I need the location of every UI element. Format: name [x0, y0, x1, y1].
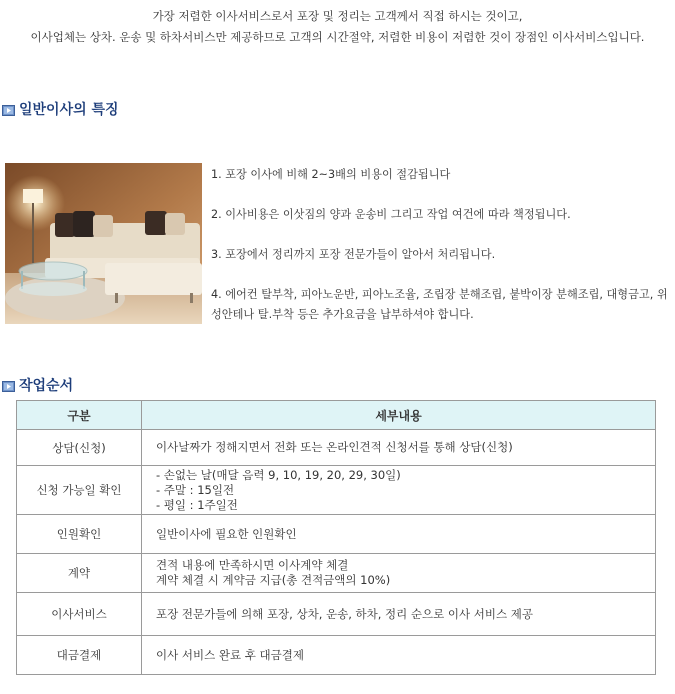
bullet-arrow-icon — [2, 380, 15, 391]
table-row — [17, 515, 656, 554]
feature-item-2: 2. 이사비용은 이삿짐의 양과 운송비 그리고 작업 여건에 따라 책정됩니다. — [211, 208, 571, 221]
features-list — [211, 165, 673, 345]
feature-item-3: 3. 포장에서 정리까지 포장 전문가들이 알아서 처리됩니다. — [211, 248, 496, 261]
row-detail-line: 일반이사에 필요한 인원확인 — [156, 526, 297, 541]
living-room-photo — [5, 163, 202, 324]
intro-line-1: 가장 저렴한 이사서비스로서 포장 및 정리는 고객께서 직접 하시는 것이고, — [152, 9, 523, 23]
intro-text — [0, 6, 675, 48]
process-section-title — [2, 375, 73, 395]
row-detail-line: - 주말 : 15일전 — [156, 482, 235, 497]
table-row — [17, 593, 656, 636]
row-details — [142, 636, 656, 675]
header-details: 세부내용 — [142, 401, 656, 430]
row-detail-line: - 평일 : 1주일전 — [156, 497, 238, 512]
row-detail-line: - 손없는 날(매달 음력 9, 10, 19, 20, 29, 30일) — [156, 467, 401, 482]
row-category: 이사서비스 — [17, 593, 142, 636]
row-category: 인원확인 — [17, 515, 142, 554]
header-category: 구분 — [17, 401, 142, 430]
row-detail-line: 포장 전문가들에 의해 포장, 상차, 운송, 하차, 정리 순으로 이사 서비스 제공 — [156, 606, 533, 621]
feature-item-4: 4. 에어컨 탈부착, 피아노운반, 피아노조율, 조립장 분해조립, 붙박이장 분해조립, 대형금고, 위성안테나 탈.부착 등은 추가요금을 납부하셔야 합니다. — [211, 288, 668, 321]
row-detail-line: 이사 서비스 완료 후 대금결제 — [156, 647, 304, 662]
row-details — [142, 515, 656, 554]
feature-item-1: 1. 포장 이사에 비해 2~3배의 비용이 절감됩니다 — [211, 168, 451, 181]
row-details — [142, 554, 656, 593]
row-detail-line: 계약 체결 시 계약금 지급(총 견적금액의 10%) — [156, 573, 391, 587]
row-details — [142, 593, 656, 636]
row-category: 신청 가능일 확인 — [17, 466, 142, 515]
row-detail-line: 견적 내용에 만족하시면 이사계약 체결 — [156, 558, 349, 572]
features-title-text: 일반이사의 특징 — [19, 102, 119, 118]
intro-line-2: 이사업체는 상차. 운송 및 하차서비스만 제공하므로 고객의 시간절약, 저렴한 비용이 저렴한 것이 장점인 이사서비스입니다. — [30, 30, 645, 44]
process-table — [16, 400, 656, 675]
table-row — [17, 636, 656, 675]
row-category: 상담(신청) — [17, 430, 142, 466]
row-detail-line: 이사날짜가 정해지면서 전화 또는 온라인견적 신청서를 통해 상담(신청) — [156, 440, 513, 454]
table-row — [17, 554, 656, 593]
row-category: 계약 — [17, 554, 142, 593]
table-row — [17, 430, 656, 466]
bullet-arrow-icon — [2, 104, 15, 115]
row-details — [142, 466, 656, 515]
row-category: 대금결제 — [17, 636, 142, 675]
process-title-text: 작업순서 — [19, 378, 74, 394]
table-row — [17, 466, 656, 515]
features-section-title — [2, 99, 119, 119]
row-details — [142, 430, 656, 466]
